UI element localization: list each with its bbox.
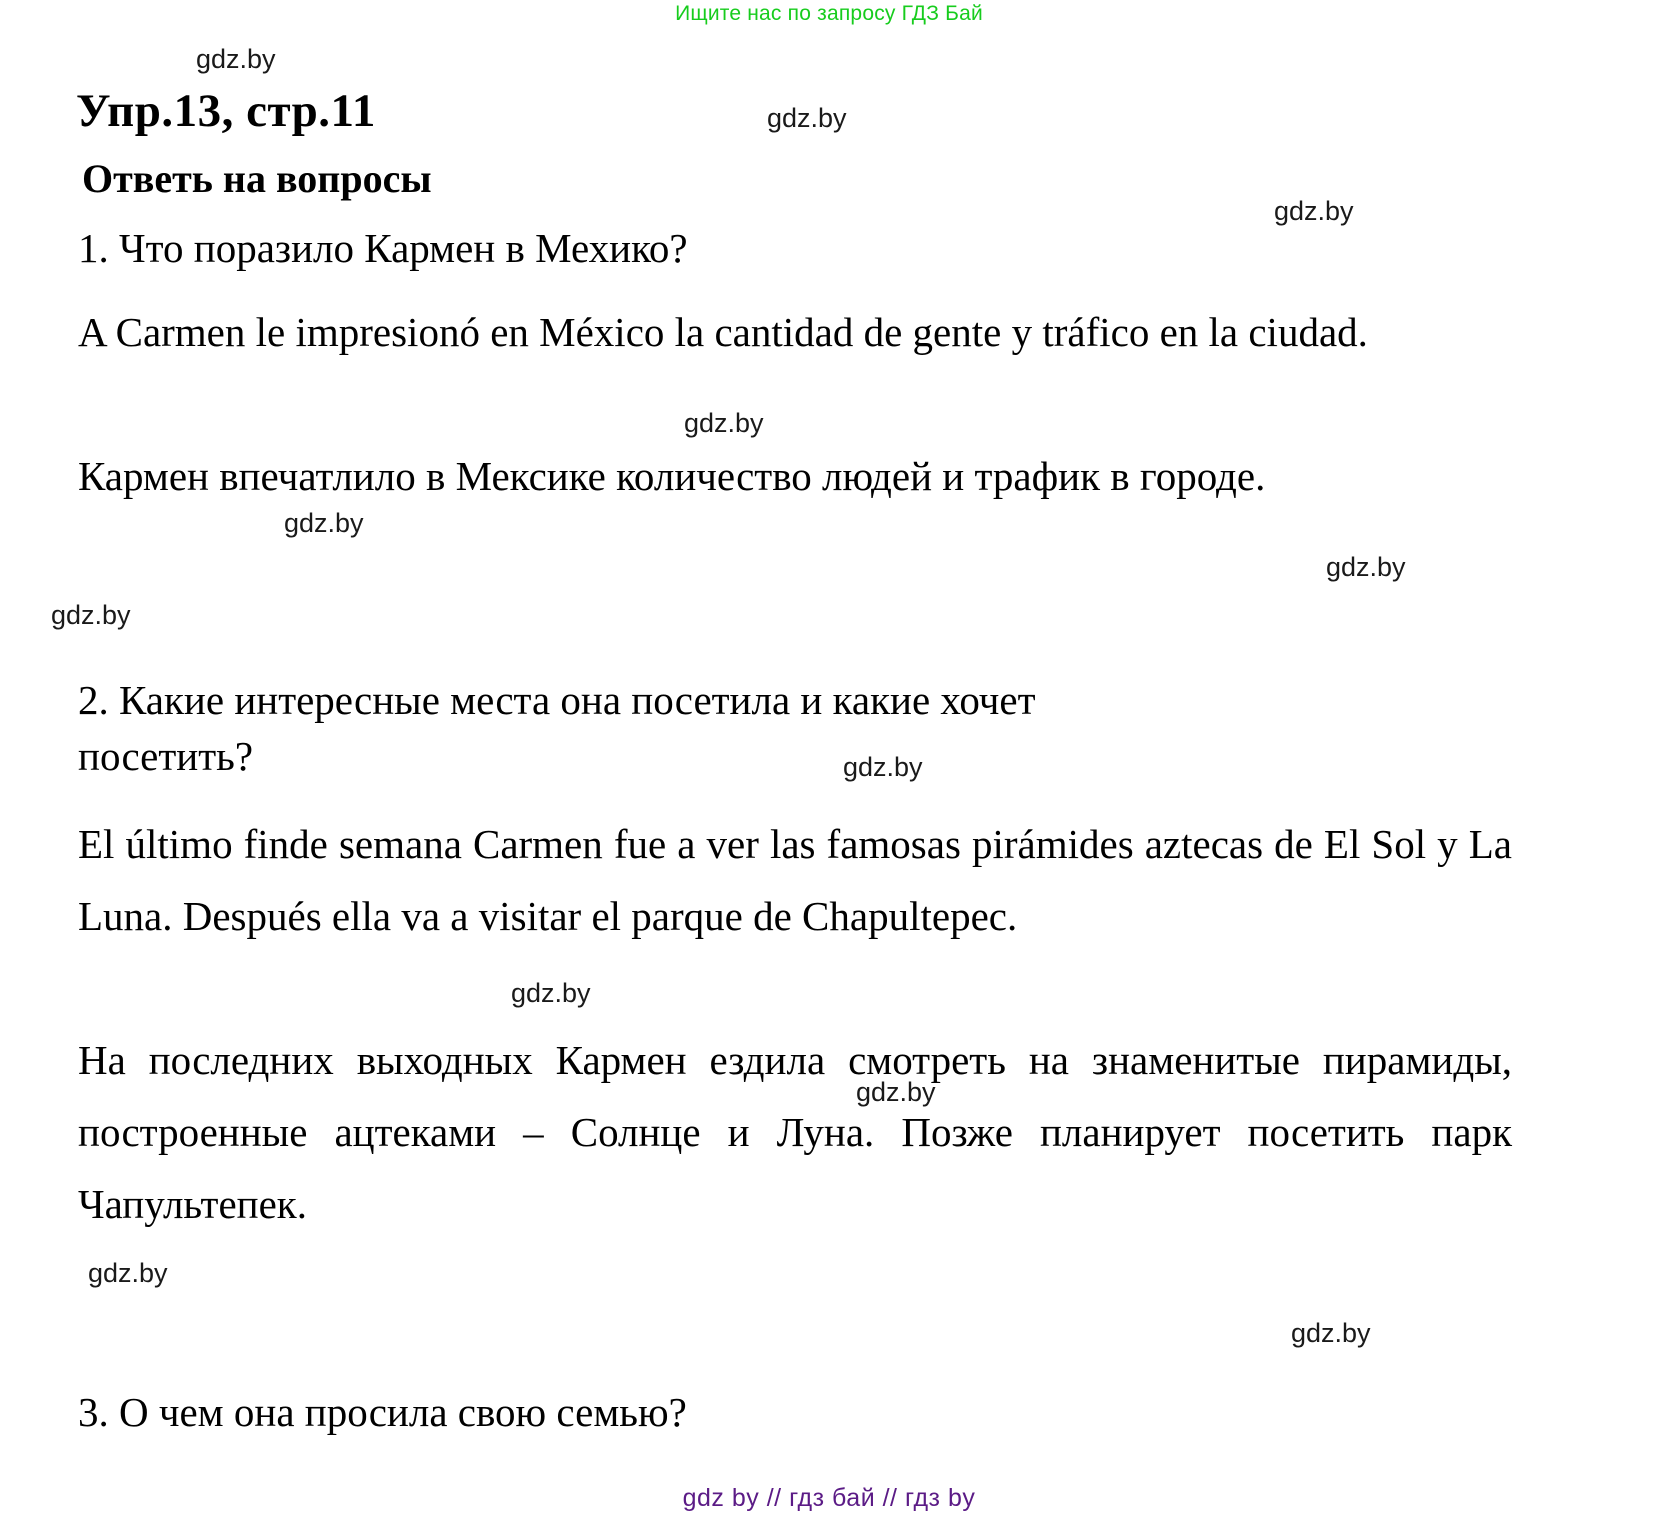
watermark: gdz.by [511, 978, 591, 1008]
watermark: gdz.by [856, 1077, 936, 1107]
question-1-answer-russian: Кармен впечатлило в Мексике количество людей и трафик в городе. [78, 453, 1266, 499]
watermark: gdz.by [1291, 1318, 1371, 1348]
promo-banner: Ищите нас по запросу ГДЗ Бай [675, 2, 983, 25]
watermark: gdz.by [88, 1258, 168, 1288]
watermark: gdz.by [1326, 552, 1406, 582]
watermark: gdz.by [843, 752, 923, 782]
question-3-text: 3. О чем она просила свою семью? [78, 1389, 687, 1435]
question-2-answer-russian: На последних выходных Кармен ездила смотреть на знаменитые пирамиды, построенные ацтеками – Солнце и Луна. Позже планирует посетить парк Чапультепек. [78, 1037, 1512, 1227]
watermark: gdz.by [284, 508, 364, 538]
question-2-answer-spanish: El último finde semana Carmen fue a ver las famosas pirámides aztecas de El Sol y La Luna. Después ella va a visitar el parque de Chapultepec. [78, 821, 1512, 939]
question-1-answer-spanish: A Carmen le impresionó en México la cantidad de gente y tráfico en la ciudad. [78, 309, 1368, 355]
worksheet-content [74, 0, 1512, 1521]
watermark: gdz.by [684, 408, 764, 438]
watermark: gdz.by [767, 103, 847, 133]
page-title: Упр.13, стр.11 [76, 85, 376, 137]
watermark: gdz.by [1274, 196, 1354, 226]
footer-links: gdz by // гдз бай // гдз by [682, 1484, 976, 1512]
question-2-text-line1: 2. Какие интересные места она посетила и какие хочет [78, 677, 1036, 723]
question-2-text-line2: посетить? [78, 733, 254, 779]
watermark: gdz.by [196, 44, 276, 74]
exercise-instruction: Ответь на вопросы [82, 156, 432, 201]
watermark: gdz.by [51, 600, 131, 630]
question-1-text: 1. Что поразило Кармен в Мехико? [78, 225, 688, 271]
